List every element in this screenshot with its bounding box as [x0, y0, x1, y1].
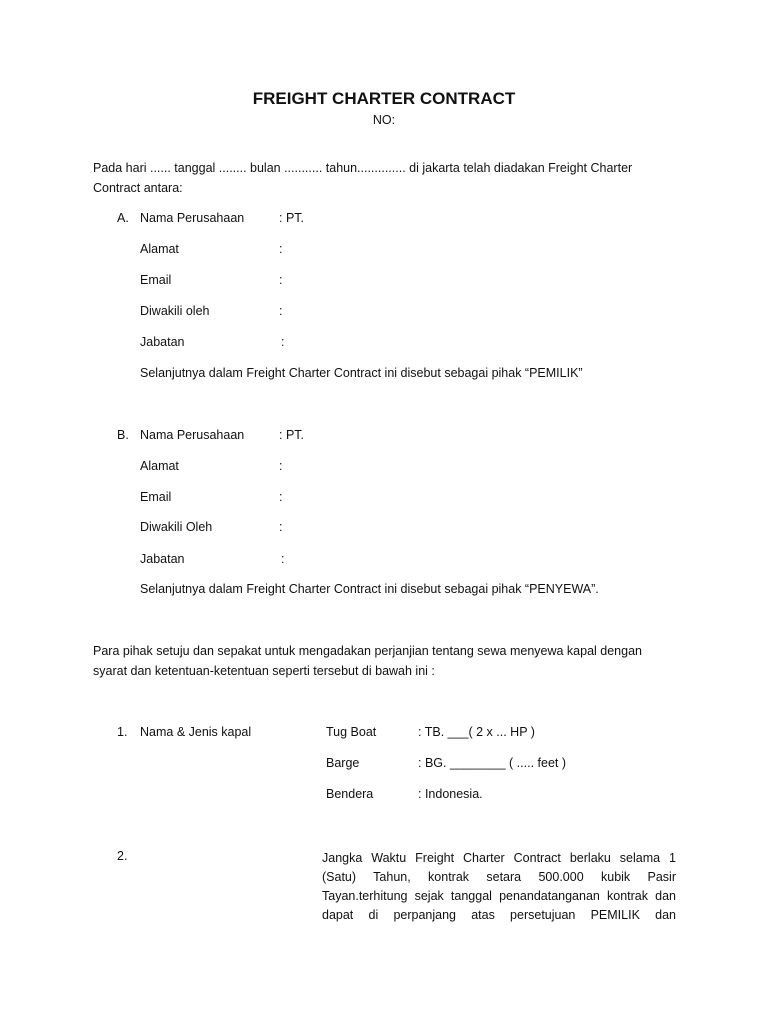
vessel-row-label: Bendera — [326, 787, 374, 801]
party-a-field-label: Diwakili oleh — [140, 304, 210, 318]
clause-1-marker: 1. — [117, 725, 128, 739]
contract-number-label: NO: — [372, 113, 396, 127]
party-a-field-value: : — [279, 304, 283, 318]
vessel-row-label: Barge — [326, 756, 360, 770]
clause-2-marker: 2. — [117, 849, 128, 863]
opening-line-1: Pada hari ...... tanggal ........ bulan ........... tahun.............. di jakarta telah diadakan Freight Charter — [93, 161, 633, 175]
party-b-field-value: : PT. — [279, 428, 305, 442]
clause-1-heading: Nama & Jenis kapal — [140, 725, 252, 739]
party-a-field-label: Alamat — [140, 242, 179, 256]
party-b-field-value: : — [279, 520, 283, 534]
vessel-row-value: : BG. ________ ( ..... feet ) — [418, 756, 566, 770]
party-b-field-value: : — [281, 552, 285, 566]
agreement-line-2: syarat dan ketentuan-ketentuan seperti tersebut di bawah ini : — [93, 664, 435, 678]
vessel-row-label: Tug Boat — [326, 725, 377, 739]
party-b-marker: B. — [117, 428, 129, 442]
party-a-field-value: : PT. — [279, 211, 305, 225]
party-a-field-value: : — [279, 273, 283, 287]
party-b-field-label: Nama Perusahaan — [140, 428, 245, 442]
party-b-field-label: Alamat — [140, 459, 179, 473]
opening-line-2: Contract antara: — [93, 181, 183, 195]
party-a-field-label: Nama Perusahaan — [140, 211, 245, 225]
document-title: FREIGHT CHARTER CONTRACT — [252, 89, 516, 108]
clause-2-line: (Satu) Tahun, kontrak setara 500.000 kubik Pasir — [322, 870, 676, 884]
party-b-field-label: Email — [140, 490, 172, 504]
party-a-field-value: : — [281, 335, 285, 349]
vessel-row-value: : Indonesia. — [418, 787, 483, 801]
clause-2-line: Tayan.terhitung sejak tanggal penandatanganan kontrak dan — [322, 889, 676, 903]
party-b-field-label: Jabatan — [140, 552, 185, 566]
party-b-field-value: : — [279, 459, 283, 473]
party-a-field-label: Jabatan — [140, 335, 185, 349]
party-a-closing: Selanjutnya dalam Freight Charter Contract ini disebut sebagai pihak “PEMILIK” — [140, 366, 583, 380]
agreement-line-1: Para pihak setuju dan sepakat untuk mengadakan perjanjian tentang sewa menyewa kapal dengan — [93, 644, 642, 658]
party-b-field-label: Diwakili Oleh — [140, 520, 213, 534]
clause-2-line: Jangka Waktu Freight Charter Contract berlaku selama 1 — [322, 851, 676, 865]
party-a-marker: A. — [117, 211, 129, 225]
party-b-closing: Selanjutnya dalam Freight Charter Contract ini disebut sebagai pihak “PENYEWA”. — [140, 582, 599, 596]
party-b-field-value: : — [279, 490, 283, 504]
clause-2-line: dapat di perpanjang atas persetujuan PEMILIK dan — [322, 908, 676, 922]
party-a-field-label: Email — [140, 273, 172, 287]
vessel-row-value: : TB. ___( 2 x ... HP ) — [418, 725, 535, 739]
party-a-field-value: : — [279, 242, 283, 256]
clause-2-text — [322, 849, 676, 925]
